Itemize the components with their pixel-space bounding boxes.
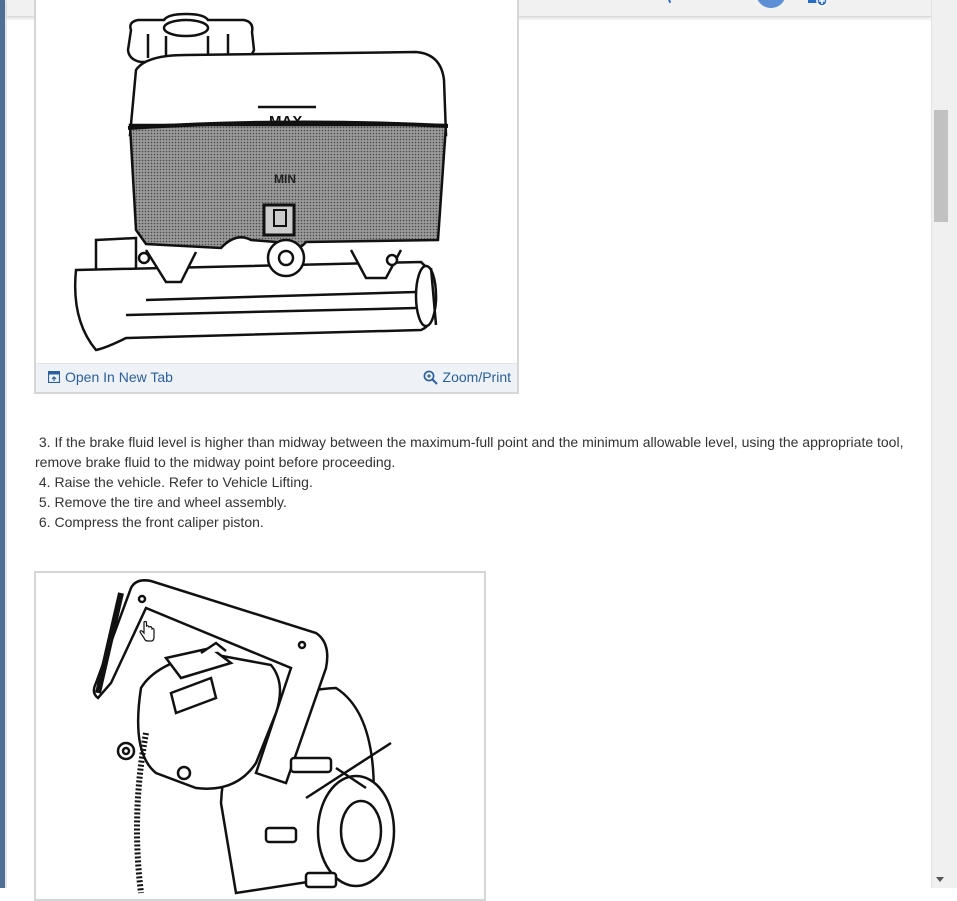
zoom-print-link[interactable] [423, 369, 511, 385]
procedure-steps [35, 432, 925, 532]
zoom-magnifier-icon [423, 370, 438, 385]
scroll-down-arrow-icon[interactable] [936, 877, 944, 882]
master-cylinder-illustration [36, 0, 517, 362]
window-left-border [5, 0, 7, 888]
step-6 [35, 512, 925, 532]
step-number: 6. [38, 514, 51, 530]
min-label: MIN [274, 172, 296, 186]
step-text: Compress the front caliper piston. [54, 514, 264, 530]
avatar[interactable] [756, 0, 786, 8]
add-document-icon[interactable] [807, 0, 829, 7]
figure-brake-caliper [34, 571, 486, 901]
step-number: 3. [38, 434, 51, 450]
step-4 [35, 472, 925, 492]
open-in-new-tab-label: Open In New Tab [65, 369, 173, 385]
open-new-tab-icon [48, 371, 60, 383]
zoom-print-label: Zoom/Print [442, 369, 511, 385]
search-icon[interactable] [667, 0, 677, 3]
scrollbar-thumb[interactable] [934, 110, 948, 222]
step-5 [35, 492, 925, 512]
figure-master-cylinder [34, 0, 519, 394]
step-text: Remove the tire and wheel assembly. [54, 494, 287, 510]
step-number: 5. [38, 494, 51, 510]
step-text: If the brake fluid level is higher than midway between the maximum-full point and the minimum allowable level, using the appropriate tool, remove brake fluid to the midway point before proceeding. [35, 434, 904, 470]
max-label: MAX [269, 113, 303, 130]
step-number: 4. [38, 474, 51, 490]
hand-cursor-icon [138, 621, 156, 643]
open-in-new-tab-link[interactable] [48, 369, 173, 385]
brake-caliper-illustration [36, 573, 484, 899]
step-3 [35, 432, 925, 472]
figure-actions-bar [36, 363, 517, 392]
step-text: Raise the vehicle. Refer to Vehicle Lifting. [54, 474, 313, 490]
